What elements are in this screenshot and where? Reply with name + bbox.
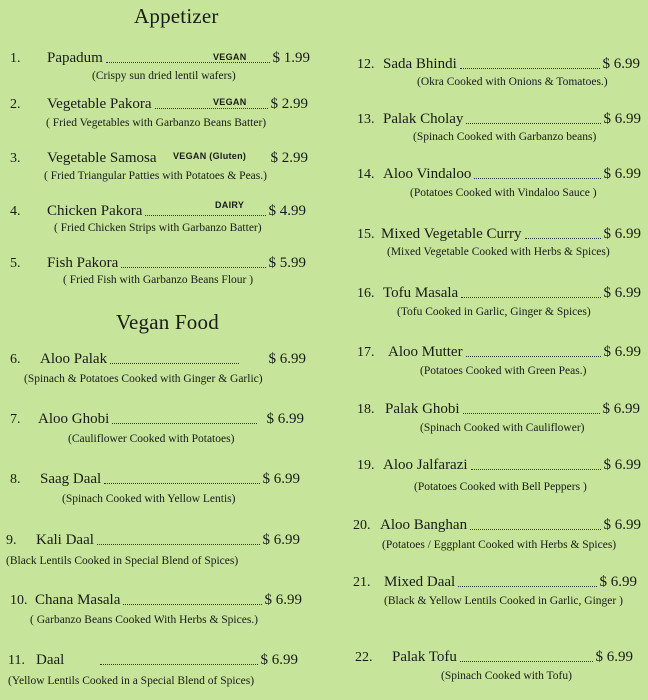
- item-number: 9.: [6, 533, 17, 548]
- leader-dots: [463, 412, 600, 414]
- item-price: $ 1.99: [272, 50, 310, 66]
- item-number: 1.: [10, 51, 21, 66]
- item-price: $ 6.99: [603, 517, 641, 533]
- diet-tag: DAIRY: [215, 200, 245, 210]
- menu-item: [10, 411, 304, 445]
- item-name: Sada Bhindi: [383, 56, 457, 72]
- item-description: (Mixed Vegetable Cooked with Herbs & Spices): [387, 246, 610, 258]
- menu-item: [10, 200, 306, 234]
- item-description: ( Fried Chicken Strips with Garbanzo Batter): [54, 222, 262, 234]
- menu-item: [357, 401, 640, 434]
- diet-tag: VEGAN: [213, 52, 247, 62]
- item-name: Aloo Ghobi: [38, 411, 110, 427]
- leader-dots: [145, 214, 265, 216]
- item-description: (Potatoes Cooked with Bell Peppers ): [414, 481, 587, 493]
- menu-item: [357, 166, 641, 199]
- item-price: $ 6.99: [603, 457, 641, 473]
- menu-item: [10, 592, 302, 626]
- item-description: (Spinach Cooked with Cauliflower): [420, 422, 585, 434]
- item-number: 4.: [10, 204, 21, 219]
- item-description: (Black Lentils Cooked in Special Blend of Spices): [6, 555, 239, 567]
- item-number: 15.: [357, 227, 375, 242]
- item-description: (Spinach Cooked with Garbanzo beans): [413, 131, 597, 143]
- leader-dots: [104, 482, 259, 484]
- leader-dots: [466, 122, 600, 124]
- item-price: $ 6.99: [262, 471, 300, 487]
- leader-dots: [474, 177, 600, 179]
- menu-item: [357, 285, 641, 318]
- item-name: Aloo Mutter: [388, 344, 463, 360]
- item-number: 3.: [10, 151, 21, 166]
- item-price: $ 6.99: [262, 532, 300, 548]
- item-name: Tofu Masala: [383, 285, 459, 301]
- item-price: $ 6.99: [603, 226, 641, 242]
- leader-dots: [160, 162, 268, 163]
- diet-tag: VEGAN (Gluten): [173, 151, 247, 161]
- item-price: $ 6.99: [603, 285, 641, 301]
- item-number: 20.: [353, 518, 371, 533]
- item-description: (Yellow Lentils Cooked in a Special Blend of Spices): [8, 675, 255, 687]
- item-price: $ 6.99: [599, 574, 637, 590]
- item-price: $ 2.99: [270, 150, 308, 166]
- menu-item: [10, 351, 306, 385]
- item-number: 7.: [10, 412, 21, 427]
- item-number: 16.: [357, 286, 375, 301]
- item-number: 5.: [10, 256, 21, 271]
- menu-item: [357, 226, 641, 258]
- menu-item: [357, 56, 640, 88]
- item-price: $ 6.99: [266, 411, 304, 427]
- item-description: ( Garbanzo Beans Cooked With Herbs & Spices.): [30, 614, 258, 626]
- item-name: Mixed Vegetable Curry: [381, 226, 522, 242]
- item-price: $ 6.99: [603, 111, 641, 127]
- item-description: (Okra Cooked with Onions & Tomatoes.): [417, 76, 608, 88]
- leader-dots: [121, 266, 265, 268]
- item-description: (Cauliflower Cooked with Potatoes): [68, 433, 235, 445]
- leader-dots: [471, 468, 601, 470]
- item-number: 11.: [8, 653, 25, 668]
- item-price: $ 6.99: [602, 56, 640, 72]
- item-number: 17.: [357, 345, 375, 360]
- item-name: Fish Pakora: [47, 255, 119, 271]
- item-description: (Black & Yellow Lentils Cooked in Garlic, Ginger ): [384, 595, 623, 607]
- item-description: (Potatoes Cooked with Vindaloo Sauce ): [410, 187, 597, 199]
- leader-dots: [100, 663, 257, 665]
- vegan-food-title: Vegan Food: [116, 310, 219, 334]
- item-number: 14.: [357, 167, 375, 182]
- leader-dots: [123, 603, 261, 605]
- item-description: (Tofu Cooked in Garlic, Ginger & Spices): [397, 306, 591, 318]
- item-number: 13.: [357, 112, 375, 127]
- item-description: (Spinach & Potatoes Cooked with Ginger & Garlic): [24, 373, 263, 385]
- item-name: Vegetable Samosa: [47, 150, 157, 166]
- menu-item: [353, 517, 641, 551]
- item-price: $ 6.99: [603, 344, 641, 360]
- leader-dots: [470, 528, 600, 530]
- item-number: 21.: [353, 575, 371, 590]
- menu-item: [355, 649, 633, 682]
- leader-dots: [112, 422, 256, 424]
- item-description: (Spinach Cooked with Tofu): [441, 670, 572, 682]
- item-number: 2.: [10, 97, 21, 112]
- item-number: 19.: [357, 458, 375, 473]
- item-name: Aloo Jalfarazi: [383, 457, 468, 473]
- menu-item: [10, 150, 308, 182]
- leader-dots: [110, 362, 238, 364]
- item-price: $ 5.99: [268, 255, 306, 271]
- leader-dots: [458, 585, 596, 587]
- item-description: (Potatoes Cooked with Green Peas.): [420, 365, 587, 377]
- item-price: $ 6.99: [268, 351, 306, 367]
- item-name: Chana Masala: [35, 592, 121, 608]
- item-name: Aloo Banghan: [380, 517, 468, 533]
- item-name: Vegetable Pakora: [47, 96, 152, 112]
- item-description: (Crispy sun dried lentil wafers): [92, 70, 236, 82]
- item-name: Aloo Vindaloo: [383, 166, 472, 182]
- item-description: (Spinach Cooked with Yellow Lentis): [62, 493, 236, 505]
- item-name: Daal: [36, 652, 65, 668]
- item-name: Palak Tofu: [392, 649, 457, 665]
- leader-dots: [460, 660, 593, 662]
- leader-dots: [97, 543, 260, 545]
- menu-item: [10, 96, 308, 129]
- item-price: $ 6.99: [260, 652, 298, 668]
- item-name: Kali Daal: [36, 532, 94, 548]
- item-name: Papadum: [47, 50, 103, 66]
- item-name: Palak Ghobi: [385, 401, 460, 417]
- item-name: Mixed Daal: [384, 574, 456, 590]
- menu-item: [357, 457, 641, 493]
- item-number: 10.: [10, 593, 28, 608]
- item-number: 8.: [10, 472, 21, 487]
- menu-item: [357, 111, 641, 143]
- item-number: 18.: [357, 402, 375, 417]
- item-price: $ 6.99: [602, 401, 640, 417]
- leader-dots: [155, 107, 268, 109]
- right-column: [330, 0, 648, 700]
- leader-dots: [525, 237, 601, 239]
- item-number: 6.: [10, 352, 21, 367]
- item-number: 12.: [357, 57, 375, 72]
- item-price: $ 6.99: [603, 166, 641, 182]
- item-name: Palak Cholay: [383, 111, 464, 127]
- menu-item: [353, 574, 637, 607]
- appetizer-title: Appetizer: [134, 4, 219, 28]
- leader-dots: [466, 355, 601, 357]
- item-price: $ 6.99: [264, 592, 302, 608]
- item-price: $ 6.99: [595, 649, 633, 665]
- item-name: Saag Daal: [40, 471, 102, 487]
- item-description: ( Fried Fish with Garbanzo Beans Flour ): [63, 274, 254, 286]
- item-description: ( Fried Triangular Patties with Potatoes & Peas.): [44, 170, 267, 182]
- menu-item: [6, 532, 300, 567]
- item-price: $ 2.99: [270, 96, 308, 112]
- item-name: Aloo Palak: [40, 351, 108, 367]
- item-price: $ 4.99: [268, 203, 306, 219]
- diet-tag: VEGAN: [213, 97, 247, 107]
- item-description: ( Fried Vegetables with Garbanzo Beans Batter): [46, 117, 267, 129]
- menu-item: [10, 471, 300, 505]
- menu-item: [8, 652, 298, 687]
- leader-dots: [461, 296, 600, 298]
- menu-item: [10, 255, 306, 286]
- item-name: Chicken Pakora: [47, 203, 143, 219]
- menu-item: [10, 50, 310, 82]
- item-number: 22.: [355, 650, 373, 665]
- item-description: (Potatoes / Eggplant Cooked with Herbs & Spices): [382, 539, 617, 551]
- menu-item: [357, 344, 641, 377]
- leader-dots: [460, 67, 600, 69]
